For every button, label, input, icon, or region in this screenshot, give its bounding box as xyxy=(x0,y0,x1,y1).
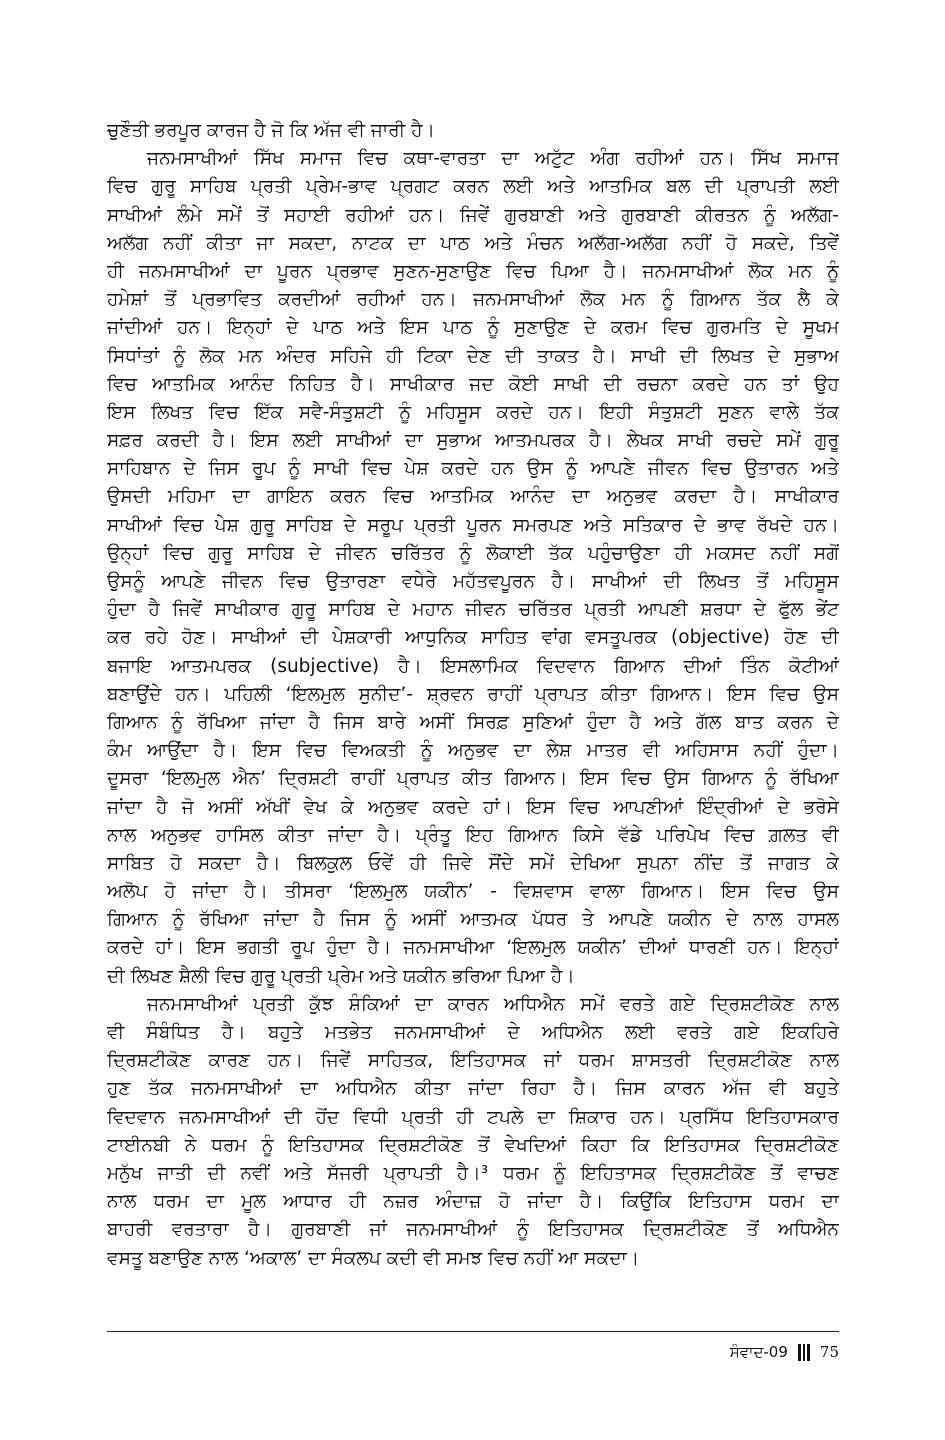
text-line: ਗਿਆਨ ਨੂੰ ਰੱਖਿਆ ਜਾਂਦਾ ਹੈ ਜਿਸ ਨੂੰ ਅਸੀਂ ਆਤਮਕ ਪੱਧਰ ਤੇ ਆਪਣੇ ਯਕੀਨ ਦੇ ਨਾਲ ਹਾਸਲ xyxy=(107,909,839,931)
text-line: ਬਣਾਉਂਦੇ ਹਨ। ਪਹਿਲੀ ‘ਇਲਮੁਲ ਸੁਨੀਦ’- ਸ਼੍ਰਵਨ ਰਾਹੀਂ ਪ੍ਰਾਪਤ ਕੀਤਾ ਗਿਆਨ। ਇਸ ਵਿਚ ਉਸ xyxy=(107,683,839,705)
text-line: ਵਿਚ ਗੁਰੂ ਸਾਹਿਬ ਪ੍ਰਤੀ ਪ੍ਰੇਮ-ਭਾਵ ਪ੍ਰਗਟ ਕਰਨ ਲਈ ਅਤੇ ਆਤਮਿਕ ਬਲ ਦੀ ਪ੍ਰਾਪਤੀ ਲਈ xyxy=(107,176,839,198)
text-line: ਸਫ਼ਰ ਕਰਦੀ ਹੈ। ਇਸ ਲਈ ਸਾਖੀਆਂ ਦਾ ਸੁਭਾਅ ਆਤਮਪਰਕ ਹੈ। ਲੇਖਕ ਸਾਖੀ ਰਚਦੇ ਸਮੇਂ ਗੁਰੂ xyxy=(107,430,839,452)
text-line: ਵਸਤੂ ਬਣਾਉਣ ਨਾਲ ‘ਅਕਾਲ’ ਦਾ ਸੰਕਲਪ ਕਦੀ ਵੀ ਸਮਝ ਵਿਚ ਨਹੀਂ ਆ ਸਕਦਾ। xyxy=(107,1247,640,1269)
text-line: ਉਸਨੂੰ ਆਪਣੇ ਜੀਵਨ ਵਿਚ ਉਤਾਰਣਾ ਵਧੇਰੇ ਮਹੱਤਵਪੂਰਨ ਹੈ। ਸਾਖੀਆਂ ਦੀ ਲਿਖਤ ਤੋਂ ਮਹਿਸੂਸ xyxy=(107,571,839,592)
text-line: ਜਨਮਸਾਖੀਆਂ ਪ੍ਰਤੀ ਕੁੱਝ ਸ਼ੰਕਿਆਂ ਦਾ ਕਾਰਨ ਅਧਿਐਨ ਸਮੇਂ ਵਰਤੇ ਗਏ ਦ੍ਰਿਸ਼ਟੀਕੋਣ ਨਾਲ xyxy=(147,993,839,1015)
text-line: ਟਾਈਨਬੀ ਨੇ ਧਰਮ ਨੂੰ ਇਤਿਹਾਸਕ ਦ੍ਰਿਸ਼ਟੀਕੋਣ ਤੋਂ ਵੇਖਦਿਆਂ ਕਿਹਾ ਕਿ ਇਤਿਹਾਸਕ ਦ੍ਰਿਸ਼ਟੀਕੋਣ xyxy=(107,1134,839,1156)
text-line: ਦੀ ਲਿਖਣ ਸ਼ੈਲੀ ਵਿਚ ਗੁਰੂ ਪ੍ਰਤੀ ਪ੍ਰੇਮ ਅਤੇ ਯਕੀਨ ਭਰਿਆ ਪਿਆ ਹੈ। xyxy=(107,965,575,987)
text-line: ਹੁੰਦਾ ਹੈ ਜਿਵੇਂ ਸਾਖੀਕਾਰ ਗੁਰੂ ਸਾਹਿਬ ਦੇ ਮਹਾਨ ਜੀਵਨ ਚਰਿੱਤਰ ਪ੍ਰਤੀ ਆਪਣੀ ਸ਼ਰਧਾ ਦੇ ਫੁੱਲ ਭੇਂਟ xyxy=(107,599,839,621)
text-line: ਦੂਸਰਾ ‘ਇਲਮੁਲ ਐਨ’ ਦ੍ਰਿਸ਼ਟੀ ਰਾਹੀਂ ਪ੍ਰਾਪਤ ਕੀਤ ਗਿਆਨ। ਇਸ ਵਿਚ ਉਸ ਗਿਆਨ ਨੂੰ ਰੱਖਿਆ xyxy=(107,768,839,790)
text-line: ਕਰ ਰਹੇ ਹੋਣ। ਸਾਖੀਆਂ ਦੀ ਪੇਸ਼ਕਾਰੀ ਆਧੁਨਿਕ ਸਾਹਿਤ ਵਾਂਗ ਵਸਤੂਪਰਕ (objective) ਹੋਣ ਦੀ xyxy=(107,627,839,649)
text-line: ਨਾਲ ਧਰਮ ਦਾ ਮੂਲ ਆਧਾਰ ਹੀ ਨਜ਼ਰ ਅੰਦਾਜ਼ ਹੋ ਜਾਂਦਾ ਹੈ। ਕਿਉਂਕਿ ਇਤਿਹਾਸ ਧਰਮ ਦਾ xyxy=(107,1191,839,1213)
text-line: ਸਿਧਾਂਤਾਂ ਨੂੰ ਲੋਕ ਮਨ ਅੰਦਰ ਸਹਿਜੇ ਹੀ ਟਿਕਾ ਦੇਣ ਦੀ ਤਾਕਤ ਹੈ। ਸਾਖੀ ਦੀ ਲਿਖਤ ਦੇ ਸੁਭਾਅ xyxy=(107,345,839,367)
text-line: ਦ੍ਰਿਸ਼ਟੀਕੋਣ ਕਾਰਣ ਹਨ। ਜਿਵੇਂ ਸਾਹਿਤਕ, ਇਤਿਹਾਸਕ ਜਾਂ ਧਰਮ ਸ਼ਾਸਤਰੀ ਦ੍ਰਿਸ਼ਟੀਕੋਣ ਨਾਲ xyxy=(107,1050,839,1072)
text-line: ਕਰਦੇ ਹਾਂ। ਇਸ ਭਗਤੀ ਰੂਪ ਹੁੰਦਾ ਹੈ। ਜਨਮਸਾਖੀਆ ‘ਇਲਮੁਲ ਯਕੀਨ’ ਦੀਆਂ ਧਾਰਣੀ ਹਨ। ਇਨ੍ਹਾਂ xyxy=(107,937,839,959)
text-line: ਹਮੇਸ਼ਾਂ ਤੋਂ ਪ੍ਰਭਾਵਿਤ ਕਰਦੀਆਂ ਰਹੀਆਂ ਹਨ। ਜਨਮਸਾਖੀਆਂ ਲੋਕ ਮਨ ਨੂੰ ਗਿਆਨ ਤੱਕ ਲੈ ਕੇ xyxy=(107,289,839,311)
text-line: ਹੁਣ ਤੱਕ ਜਨਮਸਾਖੀਆਂ ਦਾ ਅਧਿਐਨ ਕੀਤਾ ਜਾਂਦਾ ਰਿਹਾ ਹੈ। ਜਿਸ ਕਾਰਨ ਅੱਜ ਵੀ ਬਹੁਤੇ xyxy=(107,1078,839,1100)
text-line: ਹੀ ਜਨਮਸਾਖੀਆਂ ਦਾ ਪੂਰਨ ਪ੍ਰਭਾਵ ਸੁਣਨ-ਸੁਣਾਉਣ ਵਿਚ ਪਿਆ ਹੈ। ਜਨਮਸਾਖੀਆਂ ਲੋਕ ਮਨ ਨੂੰ xyxy=(107,260,839,282)
text-line: ਉਨ੍ਹਾਂ ਵਿਚ ਗੁਰੂ ਸਾਹਿਬ ਦੇ ਜੀਵਨ ਚਰਿੱਤਰ ਨੂੰ ਲੋਕਾਈ ਤੱਕ ਪਹੁੰਚਾਉਣਾ ਹੀ ਮਕਸਦ ਨਹੀਂ ਸਗੋਂ xyxy=(107,542,839,564)
text-line: ਵਿਚ ਆਤਮਿਕ ਆਨੰਦ ਨਿਹਿਤ ਹੈ। ਸਾਖੀਕਾਰ ਜਦ ਕੋਈ ਸਾਖੀ ਦੀ ਰਚਨਾ ਕਰਦੇ ਹਨ ਤਾਂ ਉਹ xyxy=(107,373,839,395)
footer-rule xyxy=(107,1331,839,1332)
text-line: ਜਾਂਦਾ ਹੈ ਜੋ ਅਸੀਂ ਅੱਖੀਂ ਵੇਖ ਕੇ ਅਨੁਭਵ ਕਰਦੇ ਹਾਂ। ਇਸ ਵਿਚ ਆਪਣੀਆਂ ਇੰਦ੍ਰੀਆਂ ਦੇ ਭਰੋਸੇ xyxy=(107,796,839,818)
text-line: ਸਾਖੀਆਂ ਵਿਚ ਪੇਸ਼ ਗੁਰੂ ਸਾਹਿਬ ਦੇ ਸਰੂਪ ਪ੍ਰਤੀ ਪੂਰਨ ਸਮਰਪਣ ਅਤੇ ਸਤਿਕਾਰ ਦੇ ਭਾਵ ਰੱਖਦੇ ਹਨ। xyxy=(107,514,839,536)
text-line: ਇਸ ਲਿਖਤ ਵਿਚ ਇੱਕ ਸਵੈ-ਸੰਤੁਸ਼ਟੀ ਨੂੰ ਮਹਿਸੂਸ ਕਰਦੇ ਹਨ। ਇਹੀ ਸੰਤੁਸ਼ਟੀ ਸੁਣਨ ਵਾਲੇ ਤੱਕ xyxy=(107,401,839,423)
text-line: ਬਜਾਇ ਆਤਮਪਰਕ (subjective) ਹੈ। ਇਸਲਾਮਿਕ ਵਿਦਵਾਨ ਗਿਆਨ ਦੀਆਂ ਤਿੰਨ ਕੋਟੀਆਂ xyxy=(107,655,839,677)
body-text xyxy=(107,117,839,1273)
running-title: ਸੰਵਾਦ-09 xyxy=(729,1343,788,1361)
divider-bars-icon xyxy=(798,1344,812,1361)
text-line: ਮਨੁੱਖ ਜਾਤੀ ਦੀ ਨਵੀਂ ਅਤੇ ਸੱਜਰੀ ਪ੍ਰਾਪਤੀ ਹੈ।³ ਧਰਮ ਨੂੰ ਇਹਿਤਾਸਕ ਦ੍ਰਿਸ਼ਟੀਕੋਣ ਤੋਂ ਵਾਚਣ xyxy=(107,1162,839,1184)
text-line: ਸਾਖੀਆਂ ਲੰਮੇ ਸਮੇਂ ਤੋਂ ਸਹਾਈ ਰਹੀਆਂ ਹਨ। ਜਿਵੇਂ ਗੁਰਬਾਣੀ ਅਤੇ ਗੁਰਬਾਣੀ ਕੀਰਤਨ ਨੂੰ ਅਲੱਗ- xyxy=(107,204,839,226)
page-footer xyxy=(730,1339,839,1365)
text-line: ਵੀ ਸੰਬੰਧਿਤ ਹੈ। ਬਹੁਤੇ ਮਤਭੇਤ ਜਨਮਸਾਖੀਆਂ ਦੇ ਅਧਿਐਨ ਲਈ ਵਰਤੇ ਗਏ ਇਕਹਿਰੇ xyxy=(107,1022,839,1043)
text-line: ਚੁਣੌਤੀ ਭਰਪੂਰ ਕਾਰਜ ਹੈ ਜੋ ਕਿ ਅੱਜ ਵੀ ਜਾਰੀ ਹੈ। xyxy=(107,120,435,141)
text-line: ਬਾਹਰੀ ਵਰਤਾਰਾ ਹੈ। ਗੁਰਬਾਣੀ ਜਾਂ ਜਨਮਸਾਖੀਆਂ ਨੂੰ ਇਤਿਹਾਸਕ ਦ੍ਰਿਸ਼ਟੀਕੋਣ ਤੋਂ ਅਧਿਐਨ xyxy=(107,1219,839,1241)
text-line: ਸਾਹਿਬਾਨ ਦੇ ਜਿਸ ਰੂਪ ਨੂੰ ਸਾਖੀ ਵਿਚ ਪੇਸ਼ ਕਰਦੇ ਹਨ ਉਸ ਨੂੰ ਆਪਣੇ ਜੀਵਨ ਵਿਚ ਉਤਾਰਨ ਅਤੇ xyxy=(107,458,839,480)
text-line: ਗਿਆਨ ਨੂੰ ਰੱਖਿਆ ਜਾਂਦਾ ਹੈ ਜਿਸ ਬਾਰੇ ਅਸੀਂ ਸਿਰਫ਼ ਸੁਣਿਆਂ ਹੁੰਦਾ ਹੈ ਅਤੇ ਗੱਲ ਬਾਤ ਕਰਨ ਦੇ xyxy=(107,711,839,733)
page-number: 75 xyxy=(819,1343,839,1361)
text-line: ਕੰਮ ਆਉਂਦਾ ਹੈ। ਇਸ ਵਿਚ ਵਿਅਕਤੀ ਨੂੰ ਅਨੁਭਵ ਦਾ ਲੇਸ਼ ਮਾਤਰ ਵੀ ਅਹਿਸਾਸ ਨਹੀਂ ਹੁੰਦਾ। xyxy=(107,740,839,762)
text-line: ਅਲੱਗ ਨਹੀਂ ਕੀਤਾ ਜਾ ਸਕਦਾ, ਨਾਟਕ ਦਾ ਪਾਠ ਅਤੇ ਮੰਚਨ ਅਲੱਗ-ਅਲੱਗ ਨਹੀਂ ਹੋ ਸਕਦੇ, ਤਿਵੇਂ xyxy=(107,232,839,254)
text-line: ਜਨਮਸਾਖੀਆਂ ਸਿੱਖ ਸਮਾਜ ਵਿਚ ਕਥਾ-ਵਾਰਤਾ ਦਾ ਅਟੁੱਟ ਅੰਗ ਰਹੀਆਂ ਹਨ। ਸਿੱਖ ਸਮਾਜ xyxy=(147,148,839,170)
text-line: ਨਾਲ ਅਨੁਭਵ ਹਾਸਿਲ ਕੀਤਾ ਜਾਂਦਾ ਹੈ। ਪ੍ਰੰਤੂ ਇਹ ਗਿਆਨ ਕਿਸੇ ਵੱਡੇ ਪਰਿਪੇਖ ਵਿਚ ਗ਼ਲਤ ਵੀ xyxy=(107,824,839,846)
text-line: ਜਾਂਦੀਆਂ ਹਨ। ਇਨ੍ਹਾਂ ਦੇ ਪਾਠ ਅਤੇ ਇਸ ਪਾਠ ਨੂੰ ਸੁਣਾਉਣ ਦੇ ਕਰਮ ਵਿਚ ਗੁਰਮਤਿ ਦੇ ਸੂਖਮ xyxy=(107,317,839,339)
text-line: ਉਸਦੀ ਮਹਿਮਾ ਦਾ ਗਾਇਨ ਕਰਨ ਵਿਚ ਆਤਮਿਕ ਆਨੰਦ ਦਾ ਅਨੁਭਵ ਕਰਦਾ ਹੈ। ਸਾਖੀਕਾਰ xyxy=(107,486,839,508)
text-line: ਸਾਬਿਤ ਹੋ ਸਕਦਾ ਹੈ। ਬਿਲਕੁਲ ਓਵੇਂ ਹੀ ਜਿਵੇ ਸੌਂਦੇ ਸਮੇਂ ਦੇਖਿਆ ਸੁਪਨਾ ਨੀਂਦ ਤੋਂ ਜਾਗਤ ਕੇ xyxy=(107,852,839,874)
text-line: ਅਲੋਪ ਹੋ ਜਾਂਦਾ ਹੈ। ਤੀਸਰਾ ‘ਇਲਮੁਲ ਯਕੀਨ’ - ਵਿਸ਼ਵਾਸ ਵਾਲਾ ਗਿਆਨ। ਇਸ ਵਿਚ ਉਸ xyxy=(107,881,839,903)
text-line: ਵਿਦਵਾਨ ਜਨਮਸਾਖੀਆਂ ਦੀ ਹੋਂਦ ਵਿਧੀ ਪ੍ਰਤੀ ਹੀ ਟਪਲੇ ਦਾ ਸ਼ਿਕਾਰ ਹਨ। ਪ੍ਰਸਿੱਧ ਇਤਿਹਾਸਕਾਰ xyxy=(107,1106,839,1128)
